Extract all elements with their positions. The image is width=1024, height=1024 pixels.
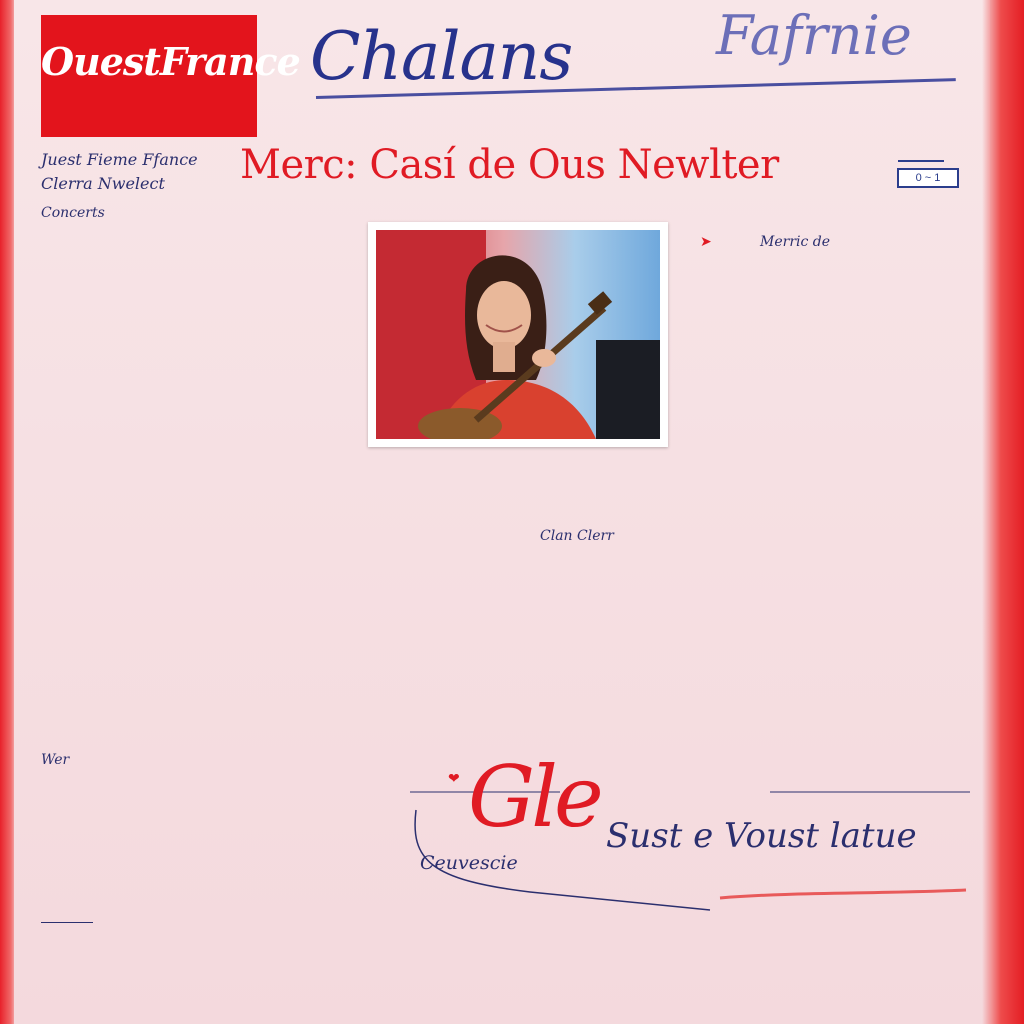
- masthead-title: Chalans: [310, 18, 573, 95]
- script-title-right: Fafrnie: [716, 4, 912, 67]
- guitar-player-photo: [376, 230, 660, 439]
- middle-article-label: Clan Clerr: [540, 528, 614, 544]
- arrow-icon: ➤: [700, 233, 712, 249]
- issue-badge: 0 ~ 1: [897, 168, 959, 188]
- badge-rule: [898, 160, 944, 162]
- bottom-left-text: [41, 934, 489, 944]
- right-red-edge: [982, 0, 1024, 1024]
- divider: [41, 922, 93, 923]
- logo-wordmark: OuestFrance: [41, 39, 300, 84]
- article-column-1: [41, 232, 319, 242]
- signature-small: Ceuvescie: [420, 852, 518, 874]
- article-column-right: [700, 256, 968, 266]
- guitar-player-illustration: [376, 230, 660, 439]
- concerts-section-label: Concerts: [41, 205, 105, 221]
- left-heading-2: Clerra Nwelect: [41, 174, 165, 193]
- signature-main: Gle: [468, 748, 600, 846]
- newsletter-headline: Merc: Casí de Ous Newlter: [240, 142, 779, 188]
- photo-frame[interactable]: [368, 222, 668, 447]
- left-heading-1: Juest Fieme Ffance: [41, 150, 198, 169]
- lower-section-label: Wer: [41, 752, 70, 768]
- heart-icon: ❤: [448, 770, 460, 786]
- ouest-france-logo[interactable]: [41, 15, 300, 137]
- right-column-label: Merric de: [760, 234, 831, 250]
- signature-secondary: Sust e Voust latue: [606, 816, 917, 856]
